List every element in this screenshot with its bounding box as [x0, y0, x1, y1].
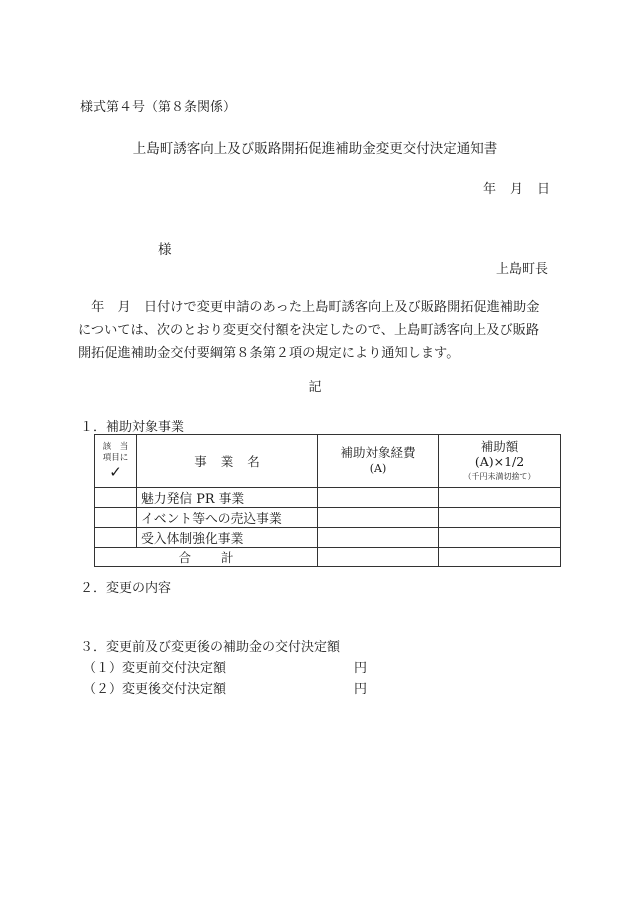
amount-header-formula: (A)×1/2: [474, 454, 525, 469]
amount-header-label: 補助額: [480, 439, 519, 454]
row-1-check-cell[interactable]: [95, 488, 137, 508]
body-line-2: については、次のとおり変更交付額を決定したので、上島町誘客向上及び販路: [78, 323, 540, 338]
table-total-row: [95, 548, 561, 567]
row-1-name: 魅力発信 PR 事業: [137, 488, 318, 508]
check-header: [95, 435, 137, 488]
date-month: 月: [510, 182, 524, 197]
checkmark-icon: ✓: [109, 463, 122, 481]
before-change-label: （１）変更前交付決定額: [83, 661, 227, 676]
cost-header: [318, 435, 439, 488]
body-paragraph: [78, 296, 560, 365]
before-change-unit: 円: [354, 661, 368, 676]
date-day: 日: [537, 182, 551, 197]
check-header-line-2: 項目に: [102, 453, 129, 463]
document-title: 上島町誘客向上及び販路開拓促進補助金変更交付決定通知書: [132, 141, 498, 157]
amount-header-note: （千円未満切捨て）: [463, 472, 536, 481]
table-header-row: [95, 435, 561, 488]
row-2-name: イベント等への売込事業: [137, 508, 318, 528]
name-header: 事業名: [137, 435, 318, 488]
row-3-check-cell[interactable]: [95, 528, 137, 548]
row-2-cost-cell[interactable]: [318, 508, 439, 528]
date-year: 年: [483, 182, 497, 197]
body-line-1: 年 月 日付けで変更申請のあった上島町誘客向上及び販路開拓促進補助金: [78, 300, 540, 315]
table-row: [95, 508, 561, 528]
check-header-line-1: 該 当: [102, 442, 129, 452]
row-2-amount-cell[interactable]: [439, 508, 561, 528]
section-2-heading: ２．変更の内容: [80, 581, 172, 596]
date-line: [483, 178, 550, 197]
row-1-amount-cell[interactable]: [439, 488, 561, 508]
body-line-3: 開拓促進補助金交付要綱第８条第２項の規定により通知します。: [78, 346, 460, 361]
section-3-heading: ３．変更前及び変更後の補助金の交付決定額: [80, 640, 341, 655]
table-row: [95, 488, 561, 508]
row-3-cost-cell[interactable]: [318, 528, 439, 548]
total-amount-cell[interactable]: [439, 548, 561, 567]
after-change-unit: 円: [354, 682, 368, 697]
row-3-name: 受入体制強化事業: [137, 528, 318, 548]
addressee: 様: [158, 242, 172, 258]
total-cost-cell[interactable]: [318, 548, 439, 567]
form-number: 様式第４号（第８条関係）: [80, 100, 237, 115]
section-1-heading: １．補助対象事業: [80, 420, 185, 435]
total-label: 合計: [95, 548, 318, 567]
table-row: [95, 528, 561, 548]
subsidy-table: [94, 434, 561, 567]
after-change-label: （２）変更後交付決定額: [83, 682, 227, 697]
cost-header-label: 補助対象経費: [340, 445, 416, 460]
row-2-check-cell[interactable]: [95, 508, 137, 528]
amount-header: [439, 435, 561, 488]
sender: 上島町長: [496, 262, 549, 277]
ki-mark: 記: [308, 380, 322, 395]
row-3-amount-cell[interactable]: [439, 528, 561, 548]
row-1-cost-cell[interactable]: [318, 488, 439, 508]
cost-header-sub: (A): [369, 462, 387, 475]
